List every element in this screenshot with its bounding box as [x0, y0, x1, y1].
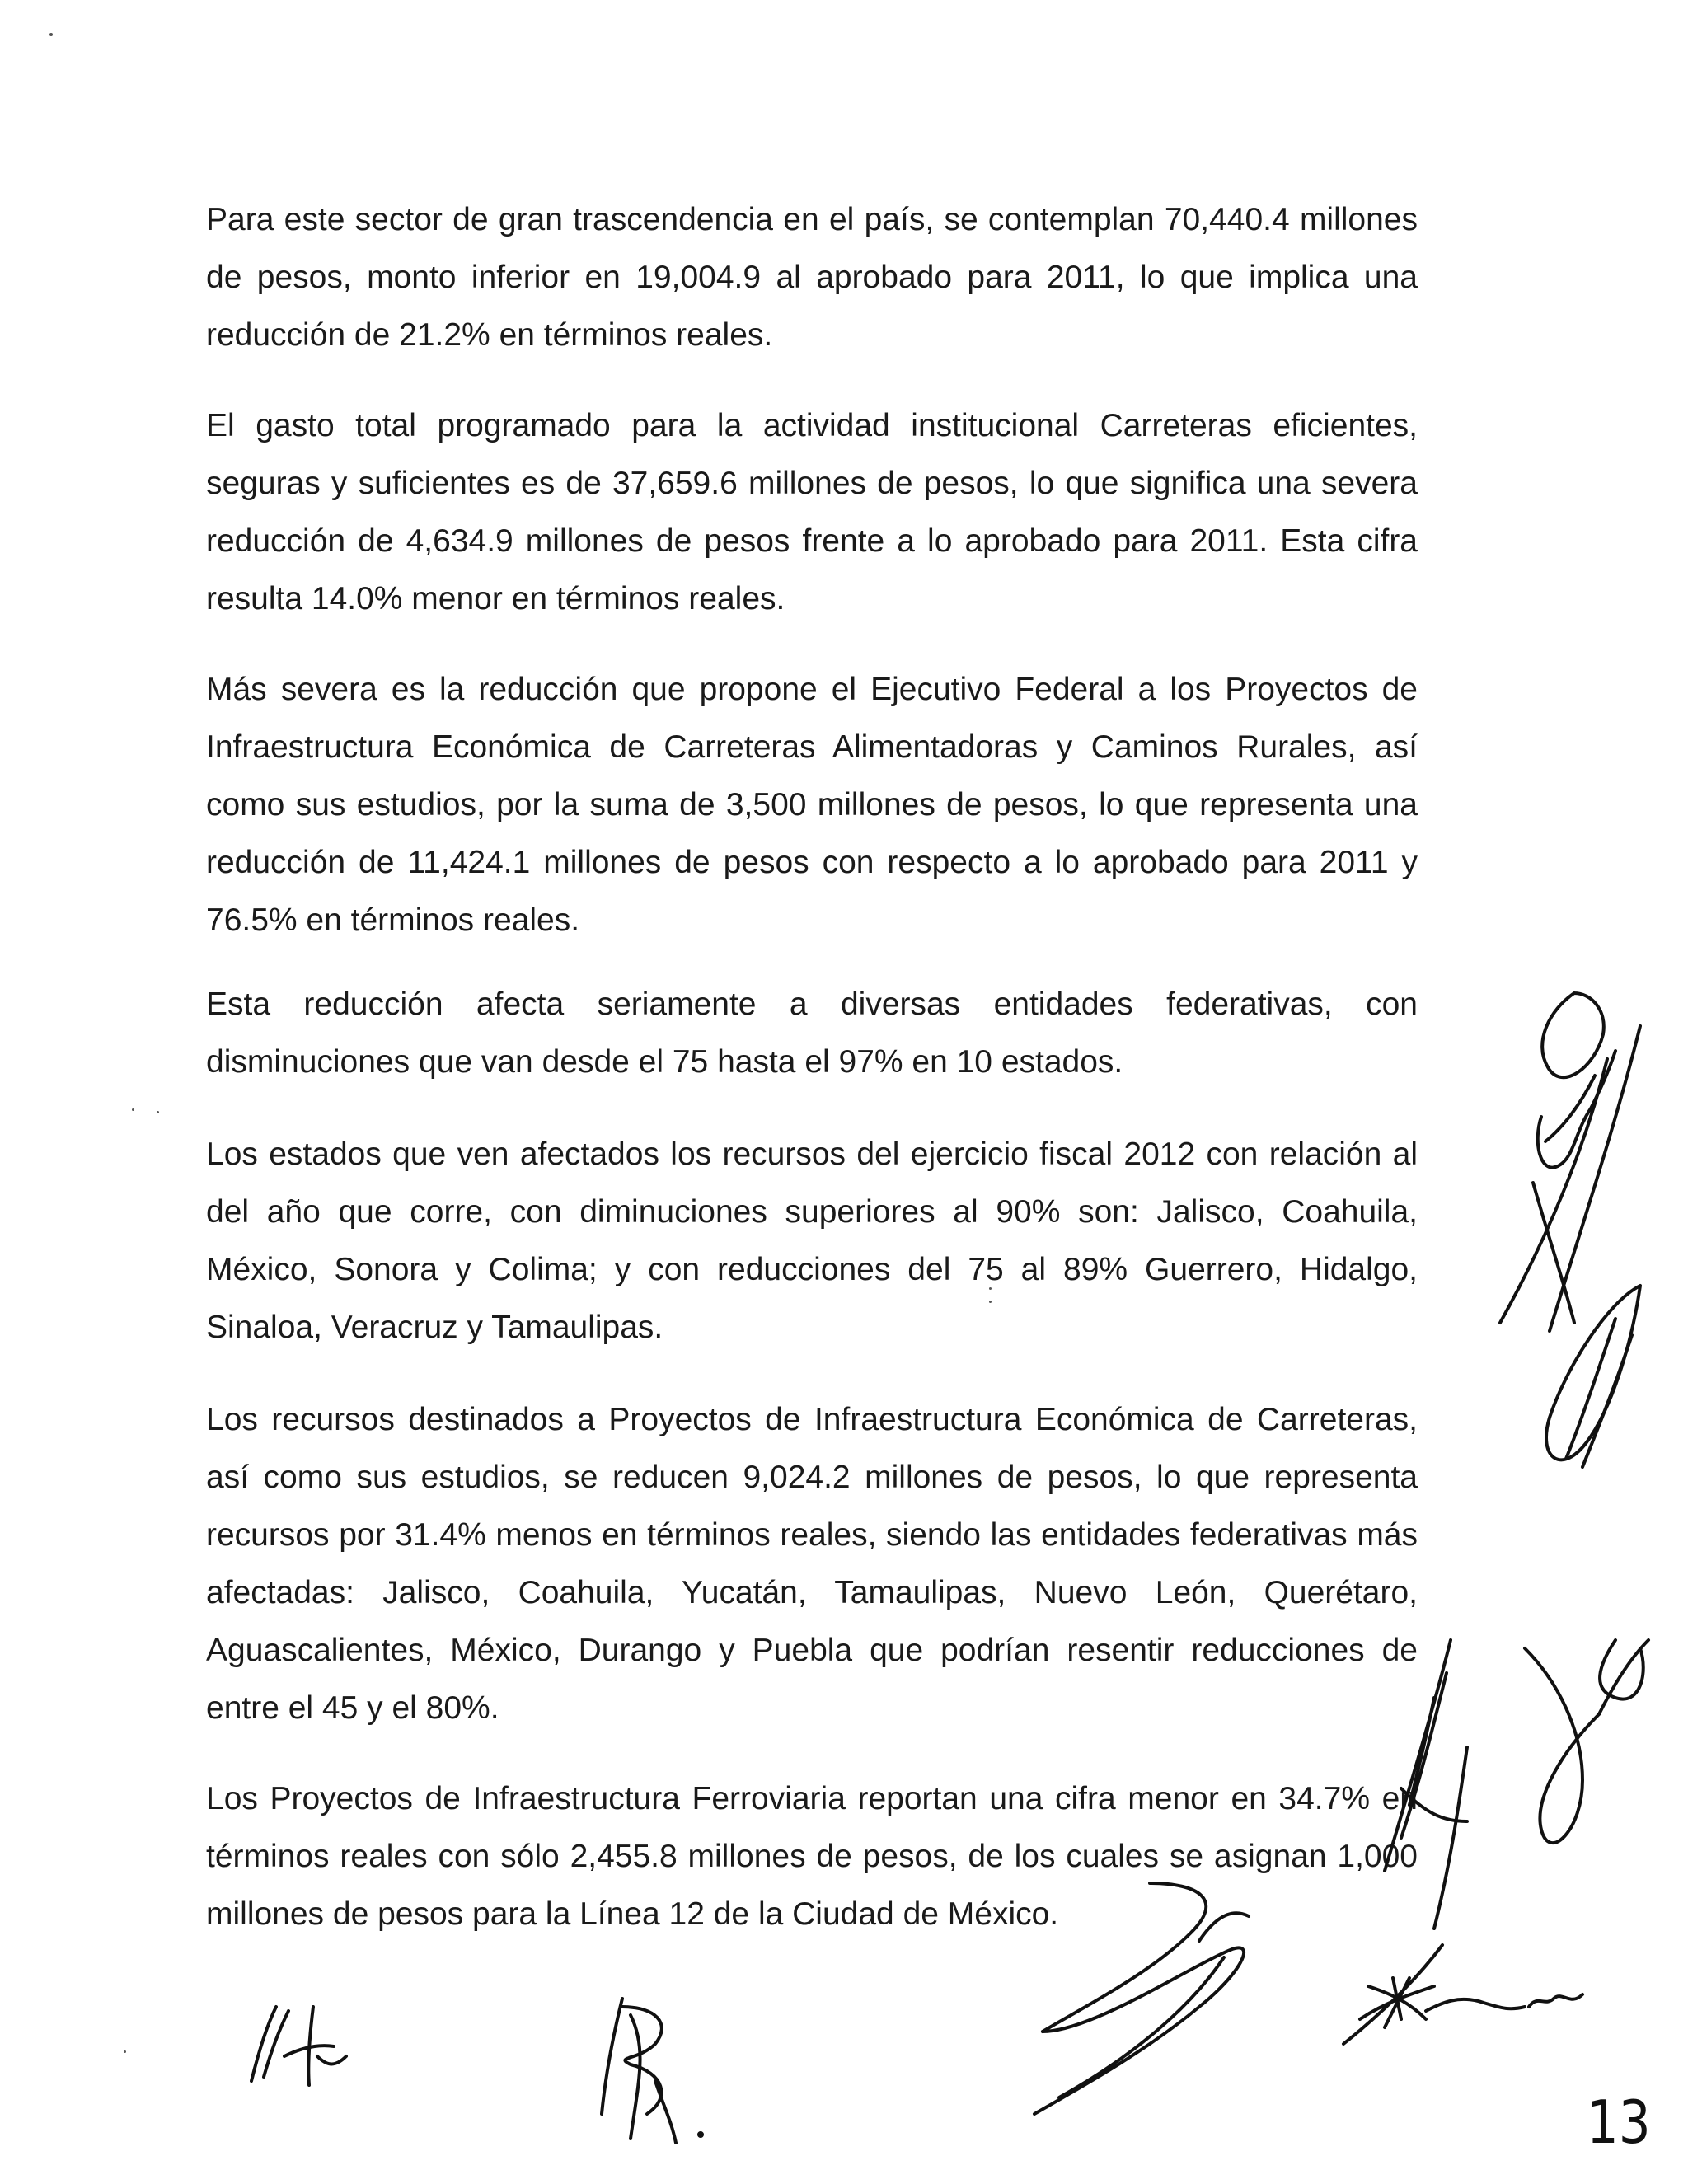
page-number: 13 — [1586, 2088, 1651, 2157]
margin-signature-2 — [1517, 1269, 1665, 1483]
bottom-signature-3 — [1010, 1867, 1273, 2130]
paragraph-2: El gasto total programado para la actividad institucional Carreteras eficientes, seguras y suficientes es de 37,659.6 millones de pesos, lo que significa una severa reducción de 4,634.9 millones de pesos frente a lo aprobado para 2011. Esta cifra resulta 14.0% menor en términos reales. — [206, 408, 1418, 616]
scan-speck — [989, 1287, 992, 1290]
paragraph-3: Más severa es la reducción que propone el Ejecutivo Federal a los Proyectos de Infraestructura Económica de Carreteras Alimentadoras y Caminos Rurales, así como sus estudios, por la suma de 3,500 millones de pesos, lo que representa una reducción de 11,424.1 millones de pesos con respecto a lo aprobado para 2011 y 76.5% en términos reales. — [206, 672, 1418, 938]
scan-speck — [157, 1111, 159, 1113]
scan-speck — [49, 33, 53, 36]
scan-speck — [989, 1301, 992, 1303]
margin-signature-3 — [1508, 1615, 1657, 1879]
paragraph-4: Esta reducción afecta seriamente a diversas entidades federativas, con disminuciones que van desde el 75 hasta el 97% en 10 estados. — [206, 987, 1418, 1080]
paragraph-1: Para este sector de gran trascendencia en el país, se contemplan 70,440.4 millones de pesos, monto inferior en 19,004.9 al aprobado para 2011, lo que implica una reducción de 21.2% en términos reales. — [206, 202, 1418, 353]
document-body — [206, 191, 1418, 1976]
bottom-signature-4 — [1319, 1929, 1615, 2052]
paragraph-5: Los estados que ven afectados los recursos del ejercicio fiscal 2012 con relación al del año que corre, con diminuciones superiores al 90% son: Jalisco, Coahuila, México, Sonora y Colima; y con reducciones del 75 al 89% Guerrero, Hidalgo, Sinaloa, Veracruz y Tamaulipas. — [206, 1137, 1418, 1345]
paragraph-7: Los Proyectos de Infraestructura Ferroviaria reportan una cifra menor en 34.7% en términos reales con sólo 2,455.8 millones de pesos, de los cuales se asignan 1,000 millones de pesos para la Línea 12 de la Ciudad de México. — [206, 1781, 1418, 1932]
paragraph-6: Los recursos destinados a Proyectos de Infraestructura Económica de Carreteras, así como sus estudios, se reducen 9,024.2 millones de pesos, lo que representa recursos por 31.4% menos en términos reales, siendo las entidades federativas más afectadas: Jalisco, Coahuila, Yucatán, Tamaulipas, Nuevo León, Querétaro, Aguascalientes, México, Durango y Puebla que podrían resentir reducciones de entre el 45 y el 80%. — [206, 1402, 1418, 1726]
scan-speck — [124, 2050, 126, 2053]
bottom-signature-1 — [235, 1999, 359, 2089]
scan-speck — [132, 1108, 134, 1111]
bottom-signature-2 — [581, 1982, 713, 2147]
margin-signature-4 — [1352, 1624, 1484, 1937]
